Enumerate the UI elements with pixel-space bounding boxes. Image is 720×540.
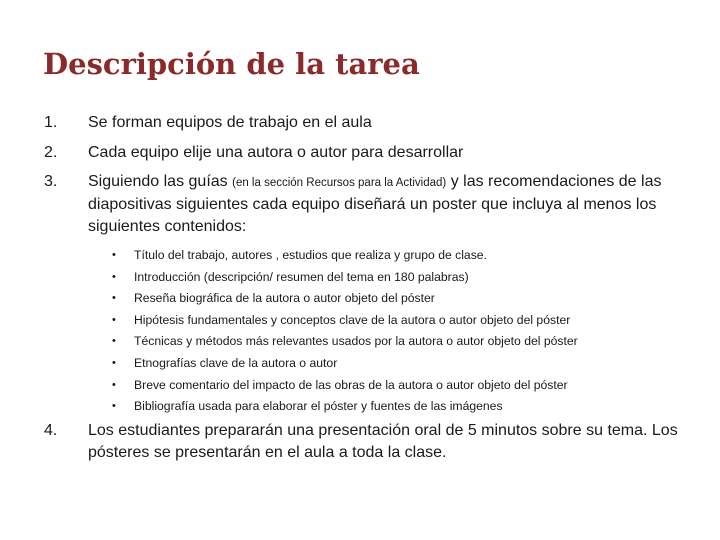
item-number-4: 4. [44,422,58,439]
list-item [112,353,672,375]
item-number-3: 3. [44,173,58,190]
item-text-3-note: (en la sección Recursos para la Actividad) [232,177,447,189]
list-item [112,245,672,267]
list-item-text: Reseña biográfica de la autora o autor objeto del póster [134,291,435,306]
item-number-1: 1. [44,114,58,131]
list-item [112,288,672,310]
list-item [112,375,672,397]
list-item [112,331,672,353]
item-text-4: Los estudiantes prepararán una presentación oral de 5 minutos sobre su tema. Los pósteres se presentarán en el aula a toda la clase. [88,422,678,461]
list-item [112,310,672,332]
bullet-icon: • [112,356,116,369]
list-item-text: Introducción (descripción/ resumen del tema en 180 palabras) [134,269,469,284]
contents-list [112,245,672,418]
list-item-text: Bibliografía usada para elaborar el póster y fuentes de las imágenes [134,399,503,414]
item-text-2: Cada equipo elije una autora o autor para desarrollar [88,144,464,161]
item-text-1: Se forman equipos de trabajo en el aula [88,114,372,131]
list-item-text: Título del trabajo, autores , estudios que realiza y grupo de clase. [134,248,487,262]
slide-title: Descripción de la tarea [43,47,420,81]
list-item-text: Técnicas y métodos más relevantes usados por la autora o autor objeto del póster [134,334,578,349]
list-item [112,267,672,289]
bullet-icon: • [112,378,116,391]
bullet-icon: • [112,335,116,348]
list-item-text: Breve comentario del impacto de las obras de la autora o autor objeto del póster [134,377,568,392]
bullet-icon: • [112,400,116,413]
item-text-3 [88,171,688,238]
bullet-icon: • [112,313,116,326]
bullet-icon: • [112,270,116,283]
bullet-icon: • [112,249,116,261]
list-item-text: Etnografías clave de la autora o autor [134,355,338,370]
bullet-icon: • [112,292,116,305]
list-item-text: Hipótesis fundamentales y conceptos clave de la autora o autor objeto del póster [134,312,571,327]
list-item [112,396,672,418]
item-number-2: 2. [44,144,58,161]
item-text-3-end: y las recomendaciones de las diapositivas siguientes cada equipo diseñará un poster que incluya al menos los siguientes contenidos: [88,173,662,235]
item-text-3-start: Siguiendo las guías [88,173,233,190]
